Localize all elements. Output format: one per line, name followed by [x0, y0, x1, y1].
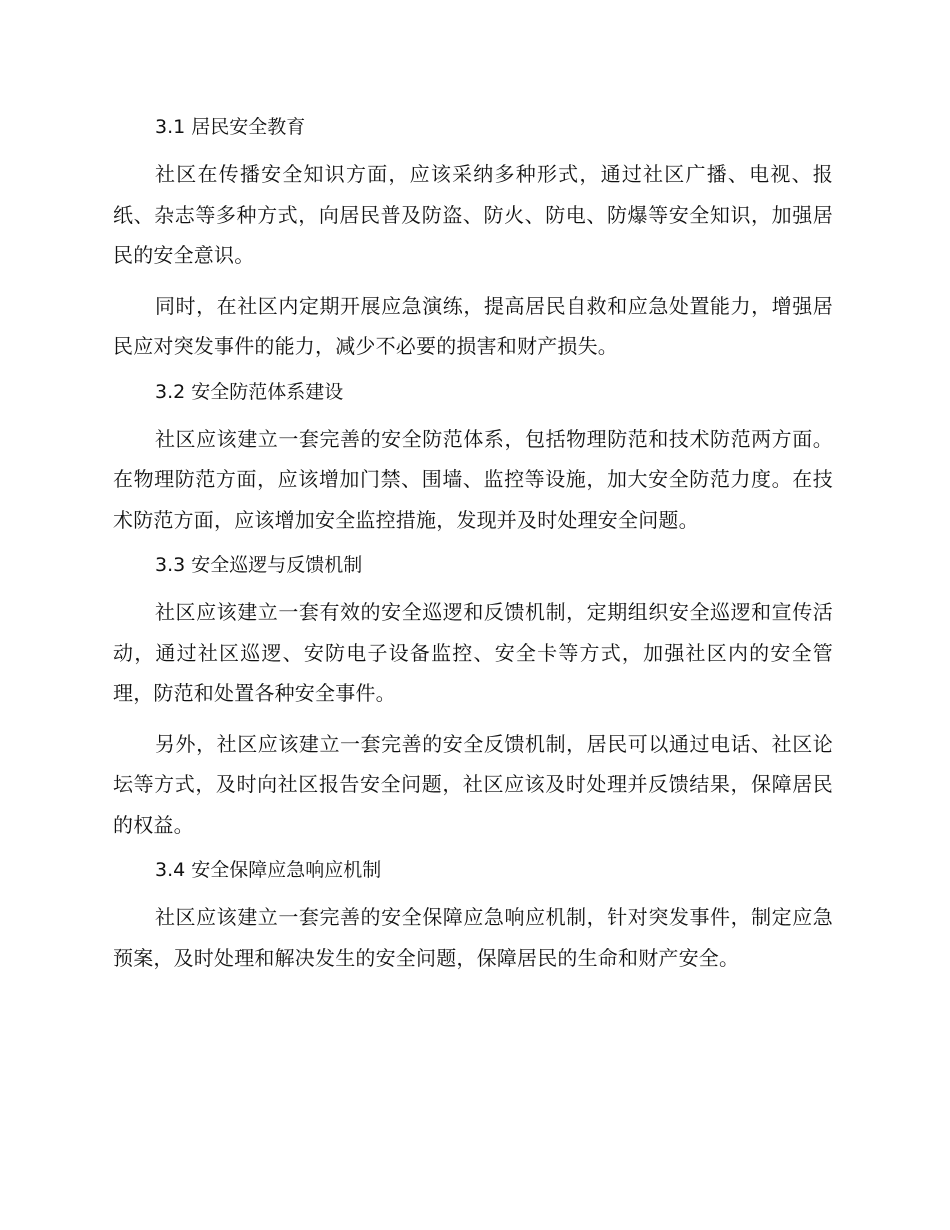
- section-3-4: [113, 855, 833, 978]
- section-heading: 3.1 居民安全教育: [155, 116, 306, 138]
- paragraph: 社区应该建立一套完善的安全防范体系，包括物理防范和技术防范两方面。在物理防范方面，应该增加门禁、围墙、监控等设施，加大安全防范力度。在技术防范方面，应该增加安全监控措施，发现并及时处理安全问题。: [113, 426, 833, 532]
- document-body: [113, 112, 833, 988]
- paragraph: 社区应该建立一套有效的安全巡逻和反馈机制，定期组织安全巡逻和宣传活动，通过社区巡逻、安防电子设备监控、安全卡等方式，加强社区内的安全管理，防范和处置各种安全事件。: [113, 600, 833, 705]
- paragraph: 社区应该建立一套完善的安全保障应急响应机制，针对突发事件，制定应急预案，及时处理和解决发生的安全问题，保障居民的生命和财产安全。: [113, 905, 833, 970]
- section-3-1: [113, 112, 833, 367]
- section-heading: 3.4 安全保障应急响应机制: [155, 859, 382, 881]
- paragraph: 社区在传播安全知识方面，应该采纳多种形式，通过社区广播、电视、报纸、杂志等多种方式，向居民普及防盗、防火、防电、防爆等安全知识，加强居民的安全意识。: [113, 162, 833, 267]
- section-3-2: [113, 377, 833, 541]
- section-3-3: [113, 550, 833, 845]
- paragraph: 另外，社区应该建立一套完善的安全反馈机制，居民可以通过电话、社区论坛等方式，及时向社区报告安全问题，社区应该及时处理并反馈结果，保障居民的权益。: [113, 731, 833, 837]
- section-heading: 3.2 安全防范体系建设: [155, 380, 344, 403]
- section-heading: 3.3 安全巡逻与反馈机制: [155, 554, 363, 576]
- paragraph: 同时，在社区内定期开展应急演练，提高居民自救和应急处置能力，增强居民应对突发事件的能力，减少不必要的损害和财产损失。: [113, 293, 833, 358]
